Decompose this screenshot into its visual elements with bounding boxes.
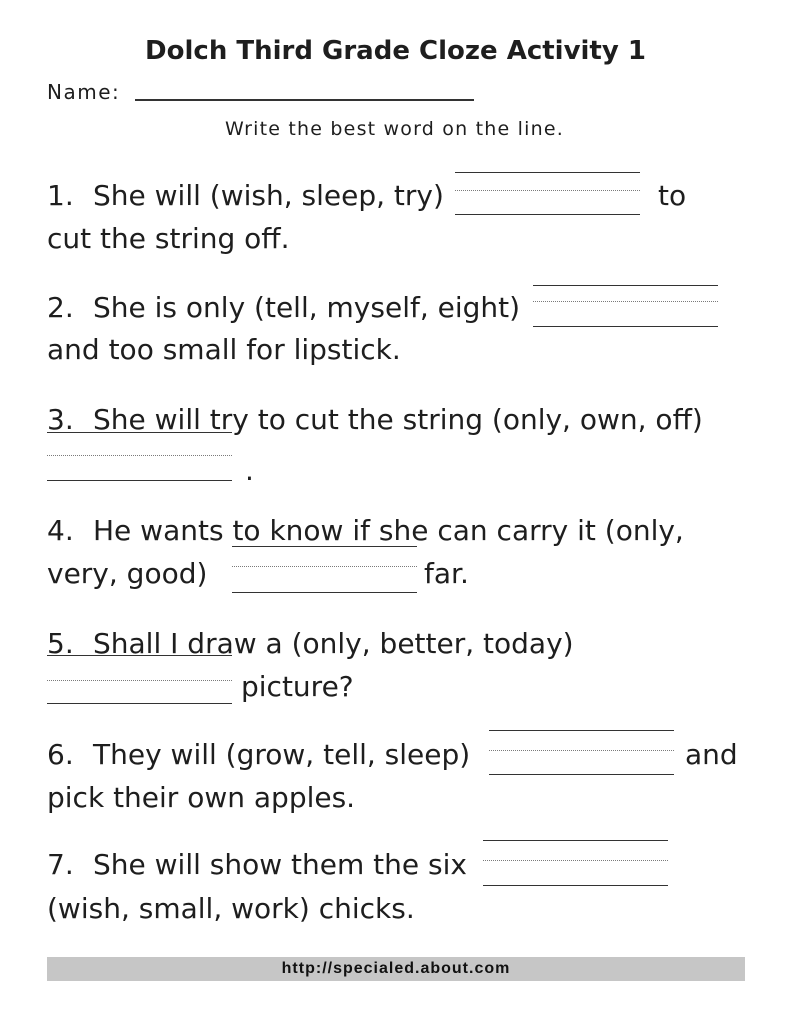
page-title: Dolch Third Grade Cloze Activity 1 bbox=[145, 36, 646, 66]
question-text: She will try to cut the string (only, own, off) bbox=[93, 403, 703, 436]
question-text: She is only (tell, myself, eight) bbox=[93, 291, 521, 324]
answer-blank bbox=[483, 840, 668, 886]
question-text: They will (grow, tell, sleep) bbox=[93, 738, 471, 771]
question-number: 1. bbox=[47, 179, 74, 212]
question-text: She will show them the six bbox=[93, 848, 467, 881]
question-line bbox=[47, 514, 684, 548]
question-text-continued: very, good) bbox=[47, 557, 208, 590]
question-line bbox=[47, 848, 467, 882]
name-label: Name: bbox=[47, 80, 121, 104]
question-text: Shall I draw a (only, better, today) bbox=[93, 627, 574, 660]
dotted-guide-line bbox=[232, 566, 417, 567]
answer-blank bbox=[232, 546, 417, 593]
question-line bbox=[47, 291, 520, 325]
question-text-continued: cut the string off. bbox=[47, 222, 290, 255]
question-text-continued: and too small for lipstick. bbox=[47, 333, 401, 366]
answer-blank bbox=[47, 432, 232, 481]
question-line bbox=[47, 738, 470, 772]
question-number: 7. bbox=[47, 848, 74, 881]
question-number: 6. bbox=[47, 738, 74, 771]
question-text-continued: pick their own apples. bbox=[47, 781, 356, 814]
answer-blank bbox=[489, 730, 674, 775]
text-after-blank: far. bbox=[424, 557, 469, 590]
text-after-blank: to bbox=[658, 179, 687, 212]
instructions: Write the best word on the line. bbox=[225, 118, 564, 140]
dotted-guide-line bbox=[455, 190, 640, 191]
dotted-guide-line bbox=[533, 301, 718, 302]
dotted-guide-line bbox=[483, 860, 668, 861]
question-number: 5. bbox=[47, 627, 74, 660]
footer-url: http://specialed.about.com bbox=[281, 960, 511, 977]
question-number: 4. bbox=[47, 514, 74, 547]
answer-blank bbox=[47, 655, 232, 704]
text-after-blank: and bbox=[685, 738, 738, 771]
question-text: She will (wish, sleep, try) bbox=[93, 179, 444, 212]
question-number: 2. bbox=[47, 291, 74, 324]
name-write-line bbox=[135, 99, 474, 101]
text-after-blank: . bbox=[245, 454, 254, 487]
question-number: 3. bbox=[47, 403, 74, 436]
dotted-guide-line bbox=[47, 680, 232, 681]
text-after-blank: picture? bbox=[241, 670, 354, 703]
question-text: He wants to know if she can carry it (only, bbox=[93, 514, 684, 547]
question-text-continued: (wish, small, work) chicks. bbox=[47, 892, 415, 925]
dotted-guide-line bbox=[489, 750, 674, 751]
answer-blank bbox=[455, 172, 640, 215]
question-line bbox=[47, 179, 444, 213]
dotted-guide-line bbox=[47, 455, 232, 456]
footer-bar bbox=[47, 957, 745, 981]
answer-blank bbox=[533, 285, 718, 327]
